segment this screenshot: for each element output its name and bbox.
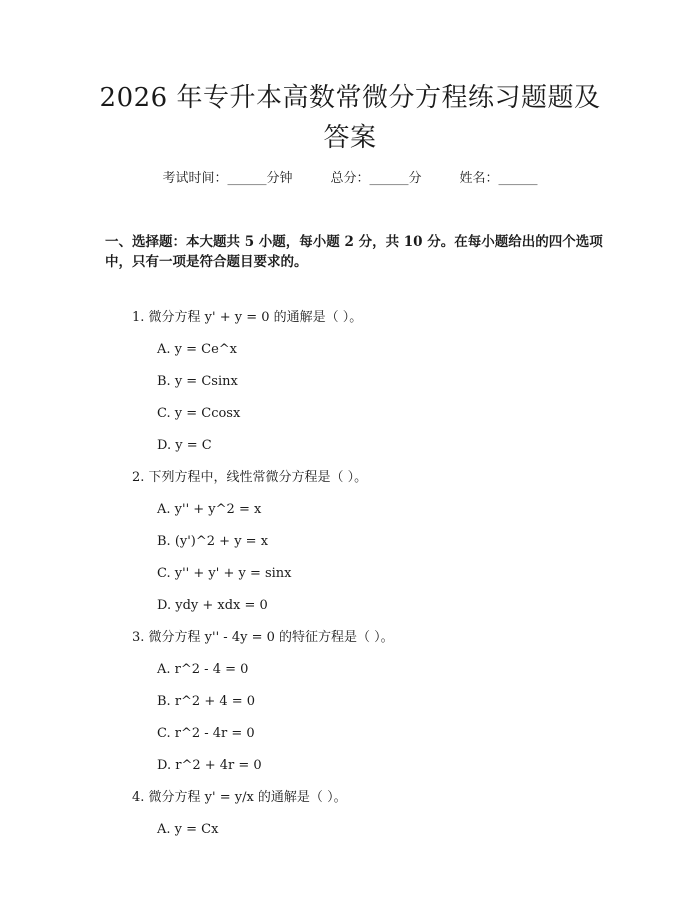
question-stem: 4. 微分方程 y' = y/x 的通解是（ ）。 xyxy=(132,790,347,805)
question-option: D. y = C xyxy=(157,438,212,453)
question-option: D. ydy + xdx = 0 xyxy=(157,598,268,613)
question-option: C. r^2 - 4r = 0 xyxy=(157,726,255,741)
document-title: 2026 年专升本高数常微分方程练习题题及答案 xyxy=(99,83,601,153)
question-option: A. r^2 - 4 = 0 xyxy=(157,662,249,677)
section-header: 一、选择题：本大题共 5 小题，每小题 2 分，共 10 分。在每小题给出的四个选项中，只有一项是符合题目要求的。 xyxy=(105,234,603,270)
question-stem: 1. 微分方程 y' + y = 0 的通解是（ ）。 xyxy=(132,310,363,325)
question-option: A. y'' + y^2 = x xyxy=(157,502,262,517)
student-name-label: 姓名：______ xyxy=(459,171,538,186)
question-option: B. r^2 + 4 = 0 xyxy=(157,694,256,709)
question-option: B. (y')^2 + y = x xyxy=(157,534,269,549)
total-score-label: 总分：______分 xyxy=(330,171,422,186)
question-option: A. y = Ce^x xyxy=(157,342,238,357)
question-option: B. y = Csinx xyxy=(157,374,238,389)
question-stem: 3. 微分方程 y'' - 4y = 0 的特征方程是（ ）。 xyxy=(132,630,394,645)
exam-meta xyxy=(0,170,700,188)
question-option: C. y'' + y' + y = sinx xyxy=(157,566,292,581)
question-option: C. y = Ccosx xyxy=(157,406,241,421)
exam-time-label: 考试时间：______分钟 xyxy=(162,171,293,186)
question-option: D. r^2 + 4r = 0 xyxy=(157,758,262,773)
question-option: A. y = Cx xyxy=(157,822,219,837)
question-stem: 2. 下列方程中，线性常微分方程是（ ）。 xyxy=(132,470,368,485)
